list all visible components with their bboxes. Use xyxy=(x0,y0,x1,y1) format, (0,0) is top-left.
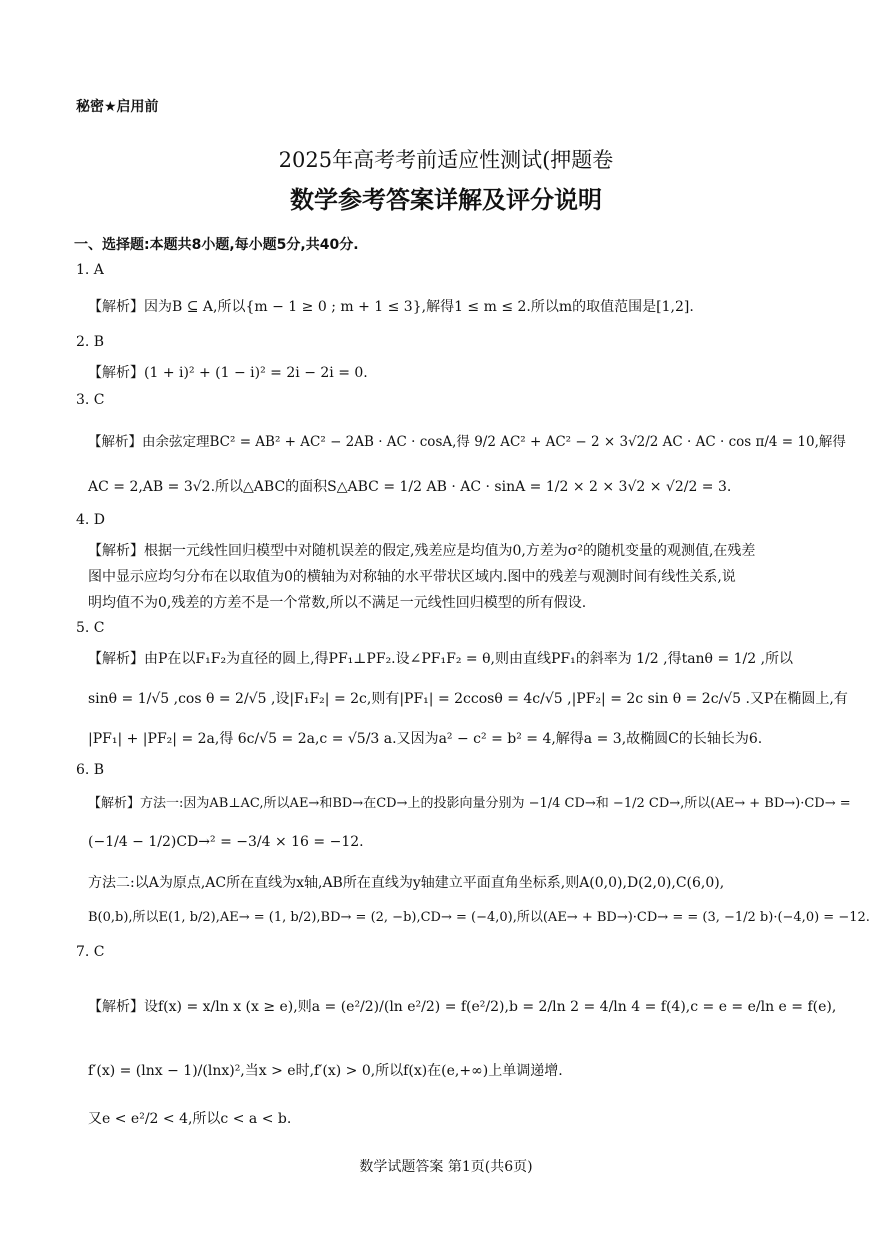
answer-explanation: 【解析】根据一元线性回归模型中对随机误差的假定,残差应是均值为0,方差为σ²的随机变量的观测值,在残差 xyxy=(88,543,756,559)
answer-label: 3. C xyxy=(76,392,105,408)
answer-explanation: 图中显示应均匀分布在以取值为0的横轴为对称轴的水平带状区域内.图中的残差与观测时间有线性关系,说 xyxy=(88,569,736,585)
answer-label: 4. D xyxy=(76,512,106,528)
answer-explanation: AC = 2,AB = 3√2.所以△ABC的面积S△ABC = 1/2 AB · AC · sinA = 1/2 × 2 × 3√2 × √2/2 = 3. xyxy=(88,479,732,495)
answer-label: 5. C xyxy=(76,620,105,636)
answer-explanation: 【解析】(1 + i)² + (1 − i)² = 2i − 2i = 0. xyxy=(88,365,368,381)
answer-label: 6. B xyxy=(76,762,105,778)
answer-label: 7. C xyxy=(76,944,105,960)
answer-explanation: f′(x) = (lnx − 1)/(lnx)²,当x > e时,f′(x) > 0,所以f(x)在(e,+∞)上单调递增. xyxy=(88,1063,563,1079)
section-heading: 一、选择题:本题共8小题,每小题5分,共40分. xyxy=(74,237,359,253)
answer-label: 1. A xyxy=(76,262,104,278)
answer-explanation: 【解析】由P在以F₁F₂为直径的圆上,得PF₁⊥PF₂.设∠PF₁F₂ = θ,则由直线PF₁的斜率为 1/2 ,得tanθ = 1/2 ,所以 xyxy=(88,651,794,667)
answer-explanation: 【解析】由余弦定理BC² = AB² + AC² − 2AB · AC · cosA,得 9/2 AC² + AC² − 2 × 3√2/2 AC · AC · cos π/4 = 10,解得 xyxy=(88,434,846,450)
answer-explanation: 方法二:以A为原点,AC所在直线为x轴,AB所在直线为y轴建立平面直角坐标系,则A(0,0),D(2,0),C(6,0), xyxy=(88,875,725,891)
answer-label: 2. B xyxy=(76,334,105,350)
answer-explanation: 【解析】设f(x) = x/ln x (x ≥ e),则a = (e²/2)/(ln e²/2) = f(e²/2),b = 2/ln 2 = 4/ln 4 = f(4),c = e = e/ln e = f(e), xyxy=(88,999,837,1015)
answer-explanation: sinθ = 1/√5 ,cos θ = 2/√5 ,设|F₁F₂| = 2c,则有|PF₁| = 2ccosθ = 4c/√5 ,|PF₂| = 2c sin θ = 2c/√5 .又P在椭圆上,有 xyxy=(88,691,848,707)
answer-explanation: 【解析】因为B ⊆ A,所以{m − 1 ≥ 0 ; m + 1 ≤ 3},解得1 ≤ m ≤ 2.所以m的取值范围是[1,2]. xyxy=(88,299,694,315)
answer-explanation: 又e < e²/2 < 4,所以c < a < b. xyxy=(88,1111,292,1127)
page-title: 数学参考答案详解及评分说明 xyxy=(290,186,602,214)
answer-explanation: 明均值不为0,残差的方差不是一个常数,所以不满足一元线性回归模型的所有假设. xyxy=(88,595,587,611)
answer-explanation: (−1/4 − 1/2)CD→² = −3/4 × 16 = −12. xyxy=(88,834,364,850)
answer-explanation: 【解析】方法一:因为AB⊥AC,所以AE→和BD→在CD→上的投影向量分别为 −1/4 CD→和 −1/2 CD→,所以(AE→ + BD→)·CD→ = xyxy=(88,796,851,811)
exam-title: 2025年高考考前适应性测试(押题卷 xyxy=(278,148,614,172)
confidential-label: 秘密★启用前 xyxy=(76,99,159,115)
answer-explanation: B(0,b),所以E(1, b/2),AE→ = (1, b/2),BD→ = (2, −b),CD→ = (−4,0),所以(AE→ + BD→)·CD→ = = (3, −1/2 b)·(−4,0) = −12. xyxy=(88,910,870,925)
page-footer: 数学试题答案 第1页(共6页) xyxy=(359,1159,533,1175)
answer-explanation: |PF₁| + |PF₂| = 2a,得 6c/√5 = 2a,c = √5/3 a.又因为a² − c² = b² = 4,解得a = 3,故椭圆C的长轴长为6. xyxy=(88,731,763,747)
